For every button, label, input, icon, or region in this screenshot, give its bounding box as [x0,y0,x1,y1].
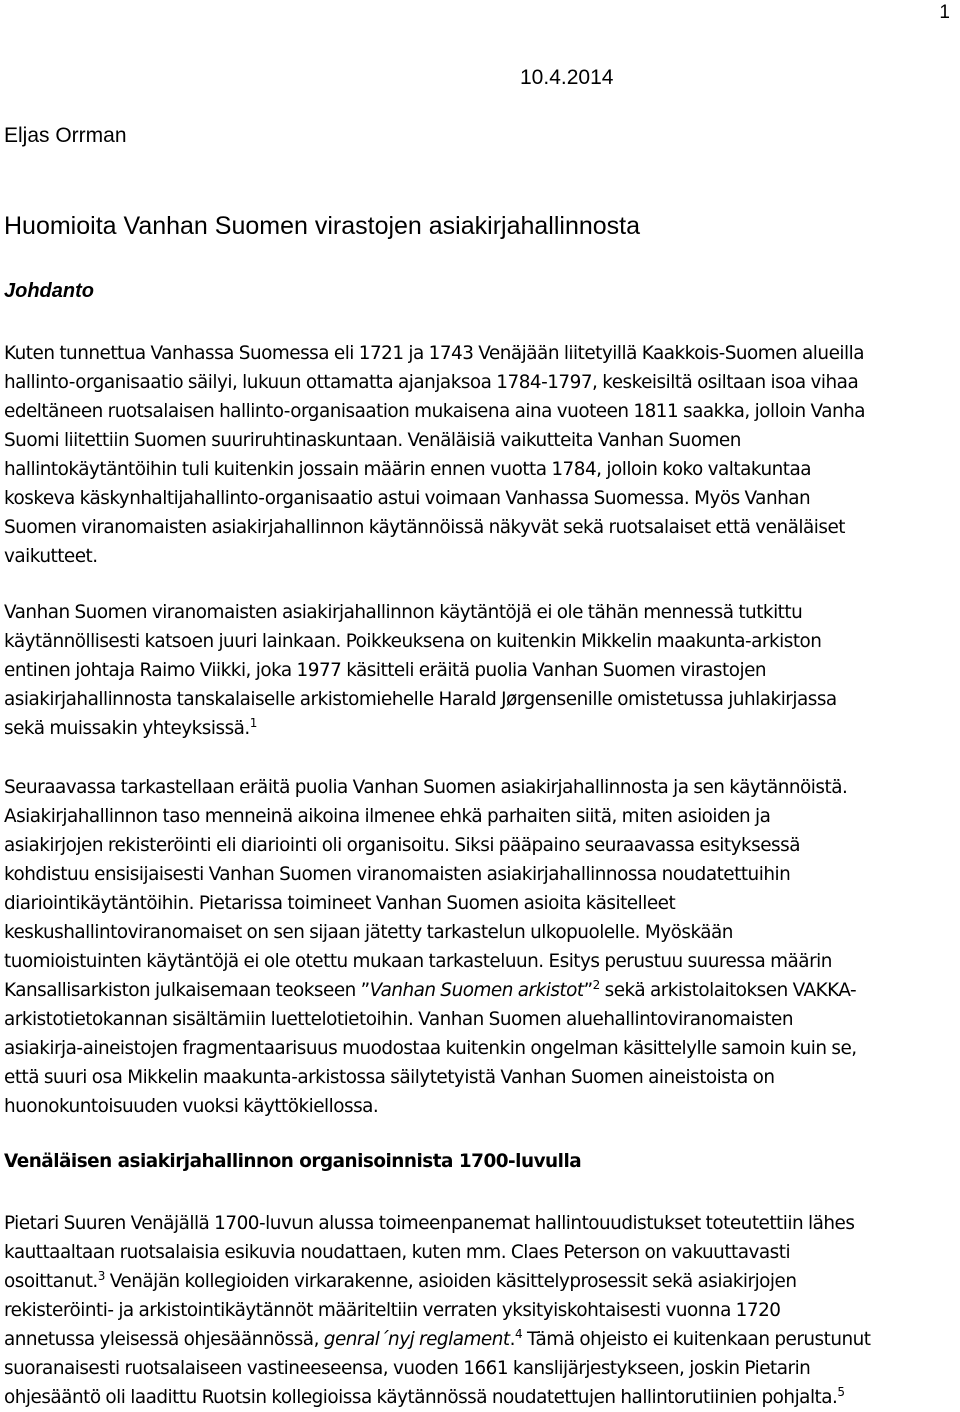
paragraph-line: kauttaaltaan ruotsalaisia esikuvia noudattaen, kuten mm. Claes Peterson on vakuuttavasti [4,1242,791,1263]
footnote-ref-4[interactable]: 4 [514,1326,523,1341]
paragraph-text: Kansallisarkiston julkaisemaan teokseen ” [4,980,370,1001]
paragraph-line: rekisteröinti- ja arkistointikäytännöt määriteltiin verraten yksityiskohtaisesti vuonna 1720 [4,1300,781,1321]
quote-mark: ” [583,980,593,1001]
paragraph-text: Venäjän kollegioiden virkarakenne, asioiden käsittelyprosessit sekä asiakirjojen [104,1271,797,1292]
paragraph-line: suoranaisesti ruotsalaiseen vastineeseensa, vuoden 1661 kanslijärjestykseen, joskin Pietarin [4,1358,811,1379]
regulation-title: genral´nyj reglament [323,1329,510,1350]
paragraph-line: hallinto-organisaatio säilyi, lukuun ottamatta ajanjaksoa 1784-1797, keskeisiltä osiltaan isoa vihaa [4,372,859,393]
section-heading-russian-records: Venäläisen asiakirjahallinnon organisoinnista 1700-luvulla [4,1151,582,1172]
section-heading-introduction: Johdanto [4,280,94,302]
paragraph-line: Seuraavassa tarkastellaan eräitä puolia Vanhan Suomen asiakirjahallinnosta ja sen käytännöistä. [4,777,848,798]
document-date: 10.4.2014 [520,66,614,89]
paragraph-text: sekä muissakin yhteyksissä. [4,718,250,739]
page-number: 1 [939,2,950,23]
paragraph-line: Vanhan Suomen viranomaisten asiakirjahallinnon käytäntöjä ei ole tähän mennessä tutkittu [4,602,803,623]
paragraph-line: keskushallintoviranomaiset on sen sijaan jätetty tarkastelun ulkopuolelle. Myöskään [4,922,733,943]
paragraph-line: arkistotietokannan sisältämiin luettelotietoihin. Vanhan Suomen aluehallintoviranomaisten [4,1009,794,1030]
paragraph-text: ohjesääntö oli laadittu Ruotsin kollegioissa käytännössä noudatettujen hallintorutiinien pohjalta. [4,1387,838,1408]
paragraph-line: edeltäneen ruotsalaisen hallinto-organisaation mukaisena aina vuoteen 1811 saakka, jolloin Vanha [4,401,866,422]
paragraph-text: osoittanut. [4,1271,98,1292]
paragraph-line [4,1383,958,1412]
paragraph-line: tuomioistuinten käytäntöjä ei ole otettu mukaan tarkasteluun. Esitys perustuu suuressa määrin [4,951,832,972]
paragraph-text: Tämä ohjeisto ei kuitenkaan perustunut [522,1329,871,1350]
footnote-ref-1[interactable]: 1 [249,715,257,730]
author-name: Eljas Orrman [4,124,127,147]
footnote-ref-5[interactable]: 5 [837,1384,845,1399]
paragraph-line: entinen johtaja Raimo Viikki, joka 1977 käsitteli eräitä puolia Vanhan Suomen virastojen [4,660,767,681]
paragraph-line: hallintokäytäntöihin tuli kuitenkin jossain määrin ennen vuotta 1784, jolloin koko valtakuntaa [4,459,812,480]
paragraph-line: että suuri osa Mikkelin maakunta-arkistossa säilytetyistä Vanhan Suomen aineistoista on [4,1067,775,1088]
paragraph-text: annetussa yleisessä ohjesäännössä, [4,1329,324,1350]
paragraph-line: kohdistuu ensisijaisesti Vanhan Suomen viranomaisten asiakirjahallinnossa noudatettuihin [4,864,791,885]
paragraph-line [4,1325,958,1354]
paragraph-line: Suomi liitettiin Suomen suuriruhtinaskuntaan. Venäläisiä vaikutteita Vanhan Suomen [4,430,741,451]
paragraph-line: Suomen viranomaisten asiakirjahallinnon käytännöissä näkyvät sekä ruotsalaiset että venäläiset [4,517,845,538]
paragraph-line: Kuten tunnettua Vanhassa Suomessa eli 1721 ja 1743 Venäjään liitetyillä Kaakkois-Suomen alueilla [4,343,864,364]
paragraph-line [4,976,958,1005]
paragraph-2 [4,598,958,743]
paragraph-line: Pietari Suuren Venäjällä 1700-luvun alussa toimeenpanemat hallintouudistukset toteutettiin lähes [4,1213,855,1234]
paragraph-line: huonokuntoisuuden vuoksi käyttökiellossa. [4,1096,379,1117]
paragraph-line: diariointikäytäntöihin. Pietarissa toimineet Vanhan Suomen asioita käsitelleet [4,893,676,914]
paragraph-line: Asiakirjahallinnon taso menneinä aikoina ilmenee ehkä parhaiten siitä, miten asioiden ja [4,806,771,827]
paragraph-line: asiakirjahallinnosta tanskalaiselle arkistomiehelle Harald Jørgensenille omistetussa juhlakirjassa [4,689,837,710]
paragraph-line: asiakirjojen rekisteröinti eli diariointi oli organisoitu. Siksi pääpaino seuraavassa esityksessä [4,835,800,856]
paragraph-4 [4,1209,958,1412]
paragraph-1 [4,339,958,571]
paragraph-line [4,714,958,743]
paragraph-3 [4,773,958,1121]
paragraph-line: käytännöllisesti katsoen juuri lainkaan. Poikkeuksena on kuitenkin Mikkelin maakunta-arkiston [4,631,822,652]
footnote-ref-3[interactable]: 3 [97,1268,105,1283]
footnote-ref-2[interactable]: 2 [592,977,600,992]
paragraph-text: sekä arkistolaitoksen VAKKA- [599,980,857,1001]
document-title: Huomioita Vanhan Suomen virastojen asiakirjahallinnosta [4,212,641,240]
paragraph-line [4,1267,958,1296]
paragraph-line: asiakirja-aineistojen fragmentaarisuus muodostaa kuitenkin ongelman käsittelylle samoin kuin se, [4,1038,857,1059]
paragraph-line: koskeva käskynhaltijahallinto-organisaatio astui voimaan Vanhassa Suomessa. Myös Vanhan [4,488,811,509]
paragraph-line: vaikutteet. [4,546,98,567]
book-title: Vanhan Suomen arkistot [369,980,584,1001]
paragraph-text: . [509,1329,515,1350]
